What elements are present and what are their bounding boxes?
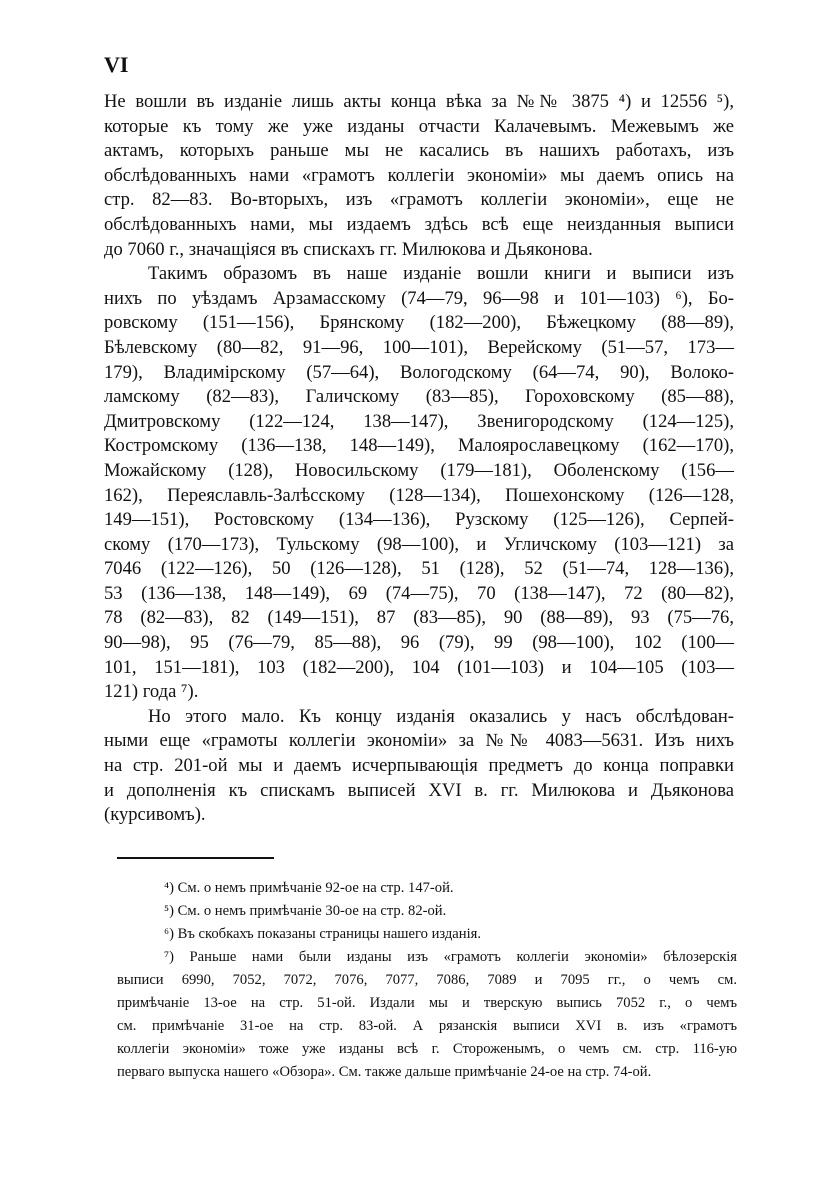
text-line: 78 (82—83), 82 (149—151), 87 (83—85), 90 (88—89), 93 (75—76, [104,607,734,629]
text-line: 7046 (122—126), 50 (126—128), 51 (128), 52 (51—74, 128—136), [104,558,734,580]
footnote-line: примѣчаніе 13-ое на стр. 51-ой. Издали мы и тверскую выпись 7052 г., о чемъ [117,995,737,1011]
paragraph [104,705,734,828]
text-line: обслѣдованныхъ нами, мы издаемъ здѣсь всѣ еще неизданныя выписи [104,213,734,235]
text-line: 53 (136—138, 148—149), 69 (74—75), 70 (138—147), 72 (80—82), [104,582,734,604]
footnote [117,946,737,1084]
text-line: (курсивомъ). [104,804,206,826]
paragraph [104,262,734,705]
text-line: Дмитровскому (122—124, 138—147), Звенигородскому (124—125), [104,410,734,432]
footnote-line: выписи 6990, 7052, 7072, 7076, 7077, 7086, 7089 и 7095 гг., о чемъ см. [117,972,737,988]
text-line: 149—151), Ростовскому (134—136), Рузскому (125—126), Серпей- [104,509,734,531]
text-line: 90—98), 95 (76—79, 85—88), 96 (79), 99 (98—100), 102 (100— [104,632,734,654]
text-line: ламскому (82—83), Галичскому (83—85), Гороховскому (85—88), [104,386,734,408]
text-line: которые къ тому же уже изданы отчасти Калачевымъ. Межевымъ же [104,115,734,137]
text-line: на стр. 201-ой мы и даемъ исчерпывающія предметъ до конца поправки [104,755,734,777]
footnote-line: ⁶) Въ скобкахъ показаны страницы нашего изданія. [164,926,482,942]
text-line: 121) года ⁷). [104,681,199,703]
text-line: 162), Переяславль-Залѣсскому (128—134), Пошехонскому (126—128, [104,484,734,506]
text-line: Но этого мало. Къ концу изданія оказались у насъ обслѣдован- [148,705,734,727]
footnote-line: ⁵) См. о немъ примѣчаніе 30-ое на стр. 82-ой. [164,903,447,919]
footnote [117,900,737,923]
footnote-line: ⁷) Раньше нами были изданы изъ «грамотъ коллегіи экономіи» бѣлозерскія [164,949,737,965]
text-line: ными еще «грамоты коллегіи экономіи» за №№ 4083—5631. Изъ нихъ [104,730,734,752]
text-line: до 7060 г., значащіяся въ спискахъ гг. Милюкова и Дьяконова. [104,238,593,260]
text-line: стр. 82—83. Во-вторыхъ, изъ «грамотъ коллегіи экономіи», еще не [104,189,734,211]
footnote-divider [117,857,274,859]
text-line: Костромскому (136—138, 148—149), Малоярославецкому (162—170), [104,435,734,457]
text-line: Такимъ образомъ въ наше изданіе вошли книги и выписи изъ [148,263,734,285]
text-line: Не вошли въ изданіе лишь акты конца вѣка за №№ 3875 ⁴) и 12556 ⁵), [104,91,734,112]
text-line: обслѣдованныхъ нами «грамотъ коллегіи экономіи» мы даемъ опись на [104,164,734,186]
footnote-line: коллегіи экономіи» тоже уже изданы всѣ г. Стороженымъ, о чемъ см. стр. 116-ую [117,1041,737,1057]
text-line: 179), Владимірскому (57—64), Вологодскому (64—74, 90), Волоко- [104,361,734,383]
text-line: ровскому (151—156), Брянскому (182—200), Бѣжецкому (88—89), [104,312,734,334]
footnote-line: перваго выпуска нашего «Обзора». См. также дальше примѣчаніе 24-ое на стр. 74-ой. [117,1064,652,1080]
text-line: скому (170—173), Тульскому (98—100), и Угличскому (103—121) за [104,533,734,555]
text-line: и дополненія къ спискамъ выписей XVI в. гг. Милюкова и Дьяконова [104,779,734,801]
footnotes [117,877,737,1084]
text-line: актамъ, которыхъ раньше мы не касались въ нашихъ работахъ, изъ [104,140,734,162]
text-line: нихъ по уѣздамъ Арзамасскому (74—79, 96—98 и 101—103) ⁶), Бо- [104,287,734,309]
text-line: 101, 151—181), 103 (182—200), 104 (101—103) и 104—105 (103— [104,656,734,678]
footnote [117,877,737,900]
text-line: Бѣлевскому (80—82, 91—96, 100—101), Верейскому (51—57, 173— [104,336,734,358]
text-line: Можайскому (128), Новосильскому (179—181), Оболенскому (156— [104,459,734,481]
footnote-line: ⁴) См. о немъ примѣчаніе 92-ое на стр. 147-ой. [164,880,454,896]
body-text [104,90,734,828]
page-number: VI [104,52,129,77]
footnote-line: см. примѣчаніе 31-ое на стр. 83-ой. А рязанскія выписи XVI в. изъ «грамотъ [117,1018,737,1034]
footnote [117,923,737,946]
paragraph [104,90,734,262]
